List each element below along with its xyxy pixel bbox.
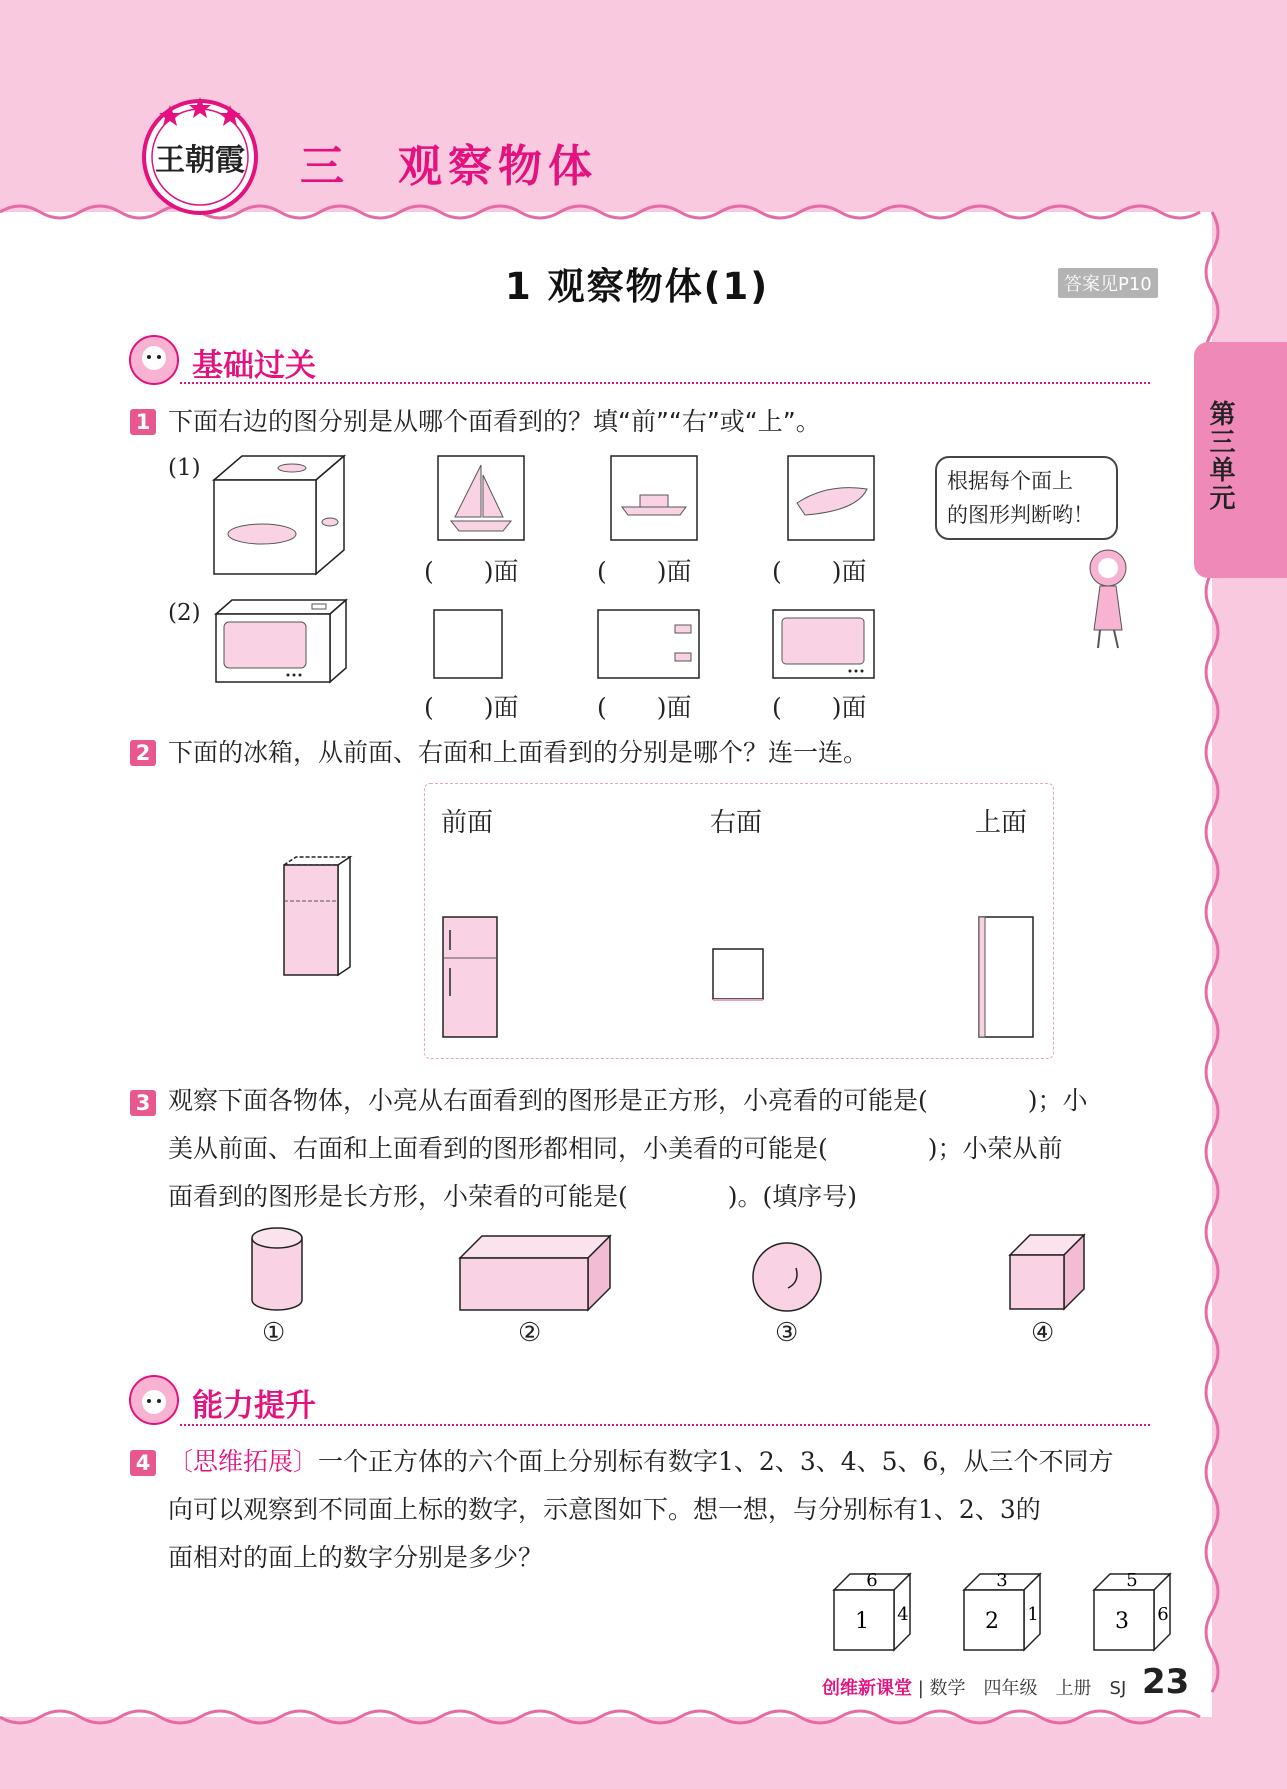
question-4-text (168, 1438, 1178, 1582)
unit-name: 观察物体 (398, 141, 598, 192)
hint-speech-bubble (935, 456, 1118, 540)
cube-right-number: 4 (897, 1604, 909, 1625)
cube-front-number: 1 (855, 1609, 869, 1634)
fridge-front-view[interactable] (442, 916, 498, 1038)
option-label-3: ③ (775, 1318, 799, 1348)
option-label-1: ① (262, 1318, 286, 1348)
footer-info: 数学 四年级 上册 SJ (929, 1678, 1127, 1699)
section-title-basic: 基础过关 (192, 348, 316, 384)
unit-title (300, 130, 646, 194)
microwave-front-view (772, 609, 875, 679)
question-3-text (168, 1077, 1178, 1221)
question-tag: 〔思维拓展〕 (168, 1447, 319, 1476)
question-3-line-1: 观察下面各物体，小亮从右面看到的图形是正方形，小亮看的可能是( )；小 (168, 1086, 1088, 1115)
number-cube-1 (832, 1572, 912, 1652)
cylinder-figure (248, 1226, 306, 1314)
monkey-mascot-icon (128, 1374, 180, 1426)
answer-reference-badge: 答案见P10 (1058, 268, 1158, 298)
sailboat-view (437, 455, 525, 541)
logo-text: 王朝霞 (155, 143, 245, 178)
cube-front-number: 3 (1115, 1609, 1129, 1634)
part-1-label: (1) (168, 455, 201, 481)
cube-right-number: 1 (1027, 1604, 1039, 1625)
option-label-2: ② (518, 1318, 542, 1348)
hint-line-2: 的图形判断哟！ (947, 503, 1094, 527)
question-4-line-1: 一个正方体的六个面上分别标有数字1、2、3、4、5、6，从三个不同方 (318, 1447, 1114, 1476)
option-label-4: ④ (1031, 1318, 1055, 1348)
fridge-top-view[interactable] (712, 948, 764, 1002)
question-number: 2 (130, 740, 156, 766)
microwave-right-view (597, 609, 700, 679)
number-cube-2 (962, 1572, 1042, 1652)
fridge-figure (280, 855, 355, 980)
part-2-label: (2) (168, 600, 201, 626)
question-number: 1 (130, 409, 156, 435)
question-4-line-2: 向可以观察到不同面上标的数字，示意图如下。想一想，与分别标有1、2、3的 (168, 1495, 1041, 1524)
hint-line-1: 根据每个面上 (947, 469, 1073, 493)
answer-blank[interactable]: ( )面 (597, 557, 692, 586)
cube-top-number: 6 (866, 1572, 878, 1591)
question-number: 4 (130, 1450, 156, 1476)
brand-logo (140, 95, 260, 215)
answer-blank[interactable]: ( )面 (424, 557, 519, 586)
microwave-figure (212, 596, 350, 686)
question-number: 3 (130, 1090, 156, 1116)
microwave-top-view (433, 609, 503, 679)
question-3-line-3: 面看到的图形是长方形，小荣看的可能是( )。(填序号) (168, 1182, 858, 1211)
cube-right-number: 6 (1157, 1604, 1169, 1625)
answer-blank[interactable]: ( )面 (424, 693, 519, 722)
question-1-text: 下面右边的图分别是从哪个面看到的？填“前”“右”或“上”。 (168, 407, 821, 436)
boat-cube-figure (210, 452, 350, 577)
section-title-advanced: 能力提升 (192, 1388, 316, 1424)
footer-brand: 创维新课堂 (822, 1678, 912, 1699)
number-cube-3 (1092, 1572, 1172, 1652)
unit-side-tab-label: 第三单元 (1205, 400, 1235, 512)
boat-side-view (610, 455, 698, 541)
section-divider (180, 382, 1150, 384)
girl-mascot-icon (128, 334, 180, 386)
cube-figure (1008, 1233, 1086, 1311)
cube-top-number: 3 (996, 1572, 1008, 1591)
fridge-side-view[interactable] (978, 916, 1034, 1038)
cuboid-figure (458, 1234, 613, 1312)
cube-top-number: 5 (1126, 1572, 1138, 1591)
answer-blank[interactable]: ( )面 (597, 693, 692, 722)
label-right: 右面 (710, 808, 763, 838)
mascot-girl-icon (1078, 540, 1148, 650)
cube-front-number: 2 (985, 1609, 999, 1634)
answer-blank[interactable]: ( )面 (772, 693, 867, 722)
unit-number: 三 (300, 141, 350, 192)
label-top: 上面 (975, 808, 1028, 838)
page-footer: 创维新课堂 | 数学 四年级 上册 SJ (822, 1678, 1127, 1699)
answer-blank[interactable]: ( )面 (772, 557, 867, 586)
question-2-text: 下面的冰箱，从前面、右面和上面看到的分别是哪个？连一连。 (168, 738, 869, 767)
question-4-line-3: 面相对的面上的数字分别是多少？ (168, 1543, 544, 1572)
label-front: 前面 (441, 808, 494, 838)
boat-top-view (787, 455, 875, 541)
lesson-title: 1 观察物体(1) (505, 265, 770, 308)
sphere-figure (750, 1240, 824, 1314)
page-number: 23 (1142, 1662, 1190, 1702)
question-3-line-2: 美从前面、右面和上面看到的图形都相同，小美看的可能是( )；小荣从前 (168, 1134, 1063, 1163)
section-divider (180, 1424, 1150, 1426)
